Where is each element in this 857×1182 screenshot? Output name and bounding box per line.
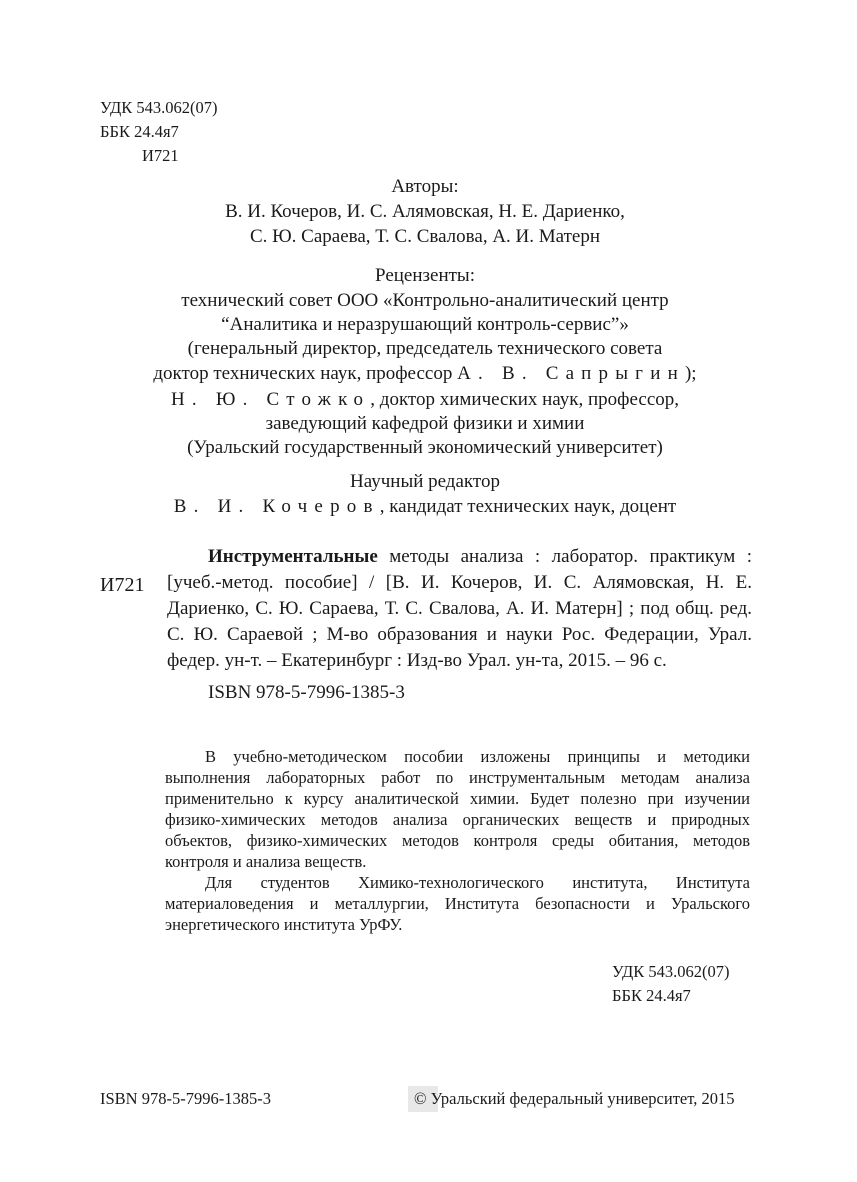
bottom-udk-code: УДК 543.062(07) <box>612 962 730 981</box>
bibliography-mark: И721 <box>100 574 145 596</box>
reviewer-1-line-3: (генеральный директор, председатель технического совета <box>187 338 663 359</box>
reviewer-1-line-2: “Аналитика и неразрушающий контроль-сервис”» <box>221 314 629 335</box>
authors-heading: Авторы: <box>391 176 459 197</box>
annotation-paragraph-1: В учебно-методическом пособии изложены принципы и методики выполнения лабораторных работ по инструментальным методам анализа применительно к курсу аналитической химии. Будет полезно при изучении физико-химических методов анализа органических веществ и природных объектов, физико-химических методов контроля среды обитания, методов контроля и анализа веществ. <box>165 747 750 871</box>
reviewer-1-line-1: технический совет ООО «Контрольно-аналитический центр <box>181 290 669 311</box>
reviewers-heading: Рецензенты: <box>375 265 475 286</box>
reviewer-1-title: доктор технических наук, профессор <box>153 363 458 384</box>
annotation-paragraph-2: Для студентов Химико-технологического института, Института материаловедения и металлургии, Института безопасности и Уральского энергетического института УрФУ. <box>165 873 750 934</box>
editor-line <box>0 496 850 518</box>
bibliography-isbn: ISBN 978-5-7996-1385-3 <box>208 682 405 703</box>
annotation <box>165 746 750 935</box>
reviewer-1-end: ); <box>684 363 697 384</box>
reviewer-1-line-4 <box>0 363 850 385</box>
editor-name: В. И. Кочеров <box>173 496 380 517</box>
bottom-bbk-code: ББК 24.4я7 <box>612 986 691 1005</box>
authors-line-2: С. Ю. Сараева, Т. С. Свалова, А. И. Матерн <box>249 226 600 247</box>
reviewer-2-line-2: заведующий кафедрой физики и химии <box>265 413 585 434</box>
editor-title: , кандидат технических наук, доцент <box>379 496 677 517</box>
reviewer-2-name: Н. Ю. Стожко <box>170 389 371 410</box>
book-title: Инструментальные <box>208 546 378 567</box>
reviewer-1-name: А. В. Сапрыгин <box>457 363 685 384</box>
reviewer-2-title: , доктор химических наук, профессор, <box>370 389 680 410</box>
footer-isbn: ISBN 978-5-7996-1385-3 <box>100 1089 271 1108</box>
reviewer-2-line-3: (Уральский государственный экономический университет) <box>187 437 663 458</box>
bibliography-record <box>167 544 752 706</box>
footer-copyright: © Уральский федеральный университет, 2015 <box>414 1089 735 1108</box>
udk-code: УДК 543.062(07) <box>100 98 218 117</box>
author-mark: И721 <box>142 146 179 165</box>
editor-heading: Научный редактор <box>350 471 500 492</box>
bbk-code: ББК 24.4я7 <box>100 122 179 141</box>
bibliography-text <box>167 544 752 674</box>
reviewer-2-line-1 <box>0 389 850 411</box>
authors-line-1: В. И. Кочеров, И. С. Алямовская, Н. Е. Дариенко, <box>225 201 625 222</box>
bibliography-description: методы анализа : лаборатор. практикум : [учеб.-метод. пособие] / [В. И. Кочеров, И. С. Алямовская, Н. Е. Дариенко, С. Ю. Сараева, Т. С. Свалова, А. И. Матерн] ; под общ. ред. С. Ю. Сараевой ; М-во образования и науки Рос. Федерации, Урал. федер. ун-т. – Екатеринбург : Изд-во Урал. ун-та, 2015. – 96 с. <box>167 546 752 671</box>
